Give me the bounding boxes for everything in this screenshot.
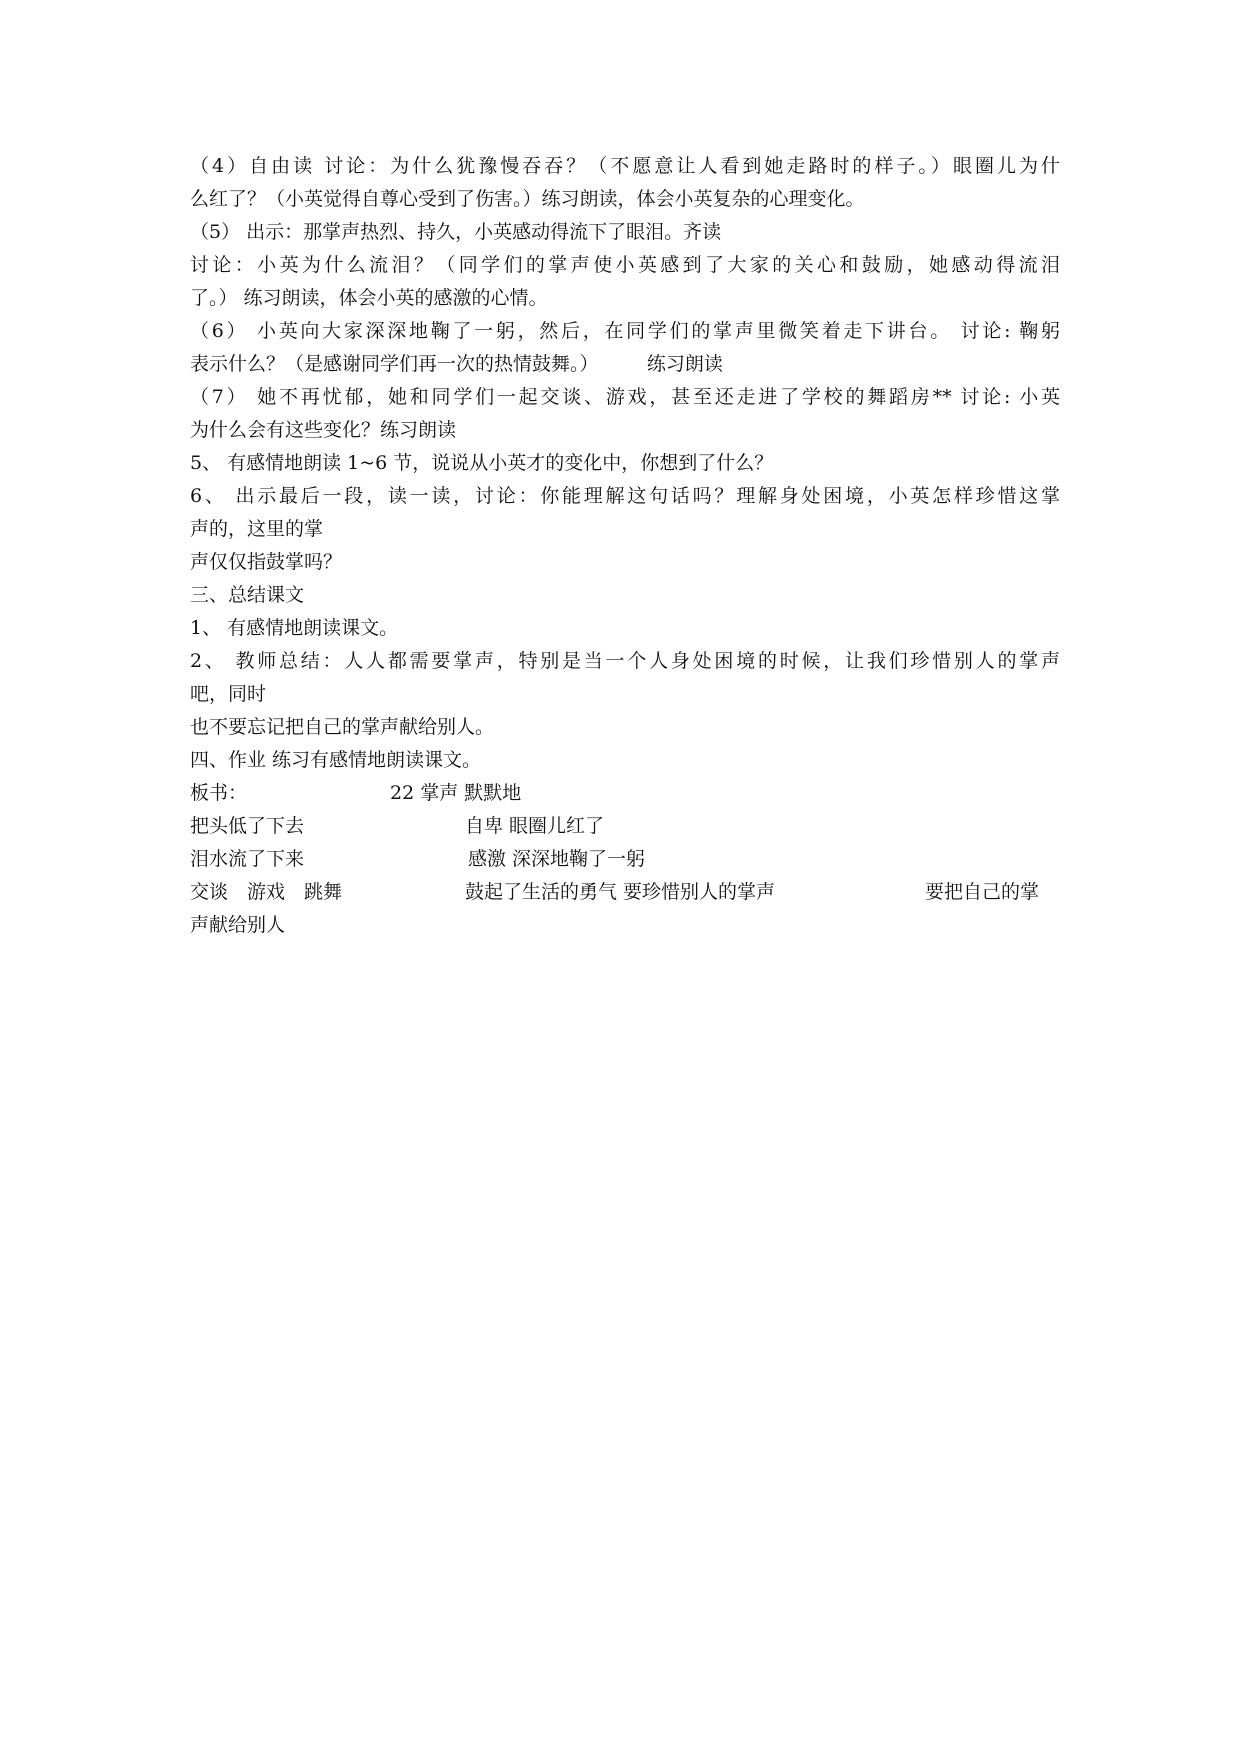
board-title-line	[190, 777, 1060, 810]
text-line: 声的，这里的掌	[190, 518, 324, 540]
board-row: 声献给别人	[190, 914, 286, 936]
board-row	[190, 810, 1060, 843]
board-cell: 感激 深深地鞠了一躬	[468, 848, 646, 870]
text-line: （5） 出示：那掌声热烈、持久，小英感动得流下了眼泪。齐读	[190, 221, 722, 243]
text-line: 6、 出示最后一段，读一读，讨论：你能理解这句话吗？理解身处困境，小英怎样珍惜这掌	[190, 485, 1060, 507]
text-line: 么红了？（小英觉得自尊心受到了伤害。）练习朗读，体会小英复杂的心理变化。	[190, 188, 865, 210]
board-row	[190, 843, 1060, 876]
text-line: 讨论：小英为什么流泪？（同学们的掌声使小英感到了大家的关心和鼓励，她感动得流泪	[190, 254, 1060, 276]
board-title: 22 掌声 默默地	[390, 782, 522, 804]
text-line: （4）自由读 讨论：为什么犹豫慢吞吞？（不愿意让人看到她走路时的样子。）眼圈儿为什	[190, 155, 1060, 177]
text-line: 5、 有感情地朗读 1~6 节，说说从小英才的变化中，你想到了什么？	[190, 452, 774, 474]
text-line: 表示什么？（是感谢同学们再一次的热情鼓舞。） 练习朗读	[190, 353, 723, 375]
board-cell: 鼓起了生活的勇气 要珍惜别人的掌声	[465, 881, 776, 903]
text-line: 了。） 练习朗读，体会小英的感激的心情。	[190, 287, 548, 309]
text-line: （6） 小英向大家深深地鞠了一躬，然后，在同学们的掌声里微笑着走下讲台。 讨论: 鞠躬	[190, 320, 1060, 342]
text-line: 2、 教师总结：人人都需要掌声，特别是当一个人身处困境的时候，让我们珍惜别人的掌声	[190, 650, 1060, 672]
board-label: 板书：	[190, 782, 248, 804]
text-line: 也不要忘记把自己的掌声献给别人。	[190, 716, 495, 738]
board-row	[190, 876, 1060, 909]
text-line: （7） 她不再忧郁，她和同学们一起交谈、游戏，甚至还走进了学校的舞蹈房** 讨论: 小英	[190, 386, 1060, 408]
board-cell: 交谈 游戏 跳舞	[190, 881, 343, 903]
lesson-plan-text	[190, 150, 1060, 942]
board-cell: 泪水流了下来	[190, 848, 305, 870]
board-cell: 把头低了下去	[190, 815, 305, 837]
section-heading: 三、总结课文	[190, 584, 305, 606]
text-line: 声仅仅指鼓掌吗？	[190, 551, 343, 573]
board-cell: 要把自己的掌	[925, 881, 1040, 903]
text-line: 为什么会有这些变化？练习朗读	[190, 419, 457, 441]
text-line: 吧，同时	[190, 683, 267, 705]
board-cell: 自卑 眼圈儿红了	[465, 815, 605, 837]
section-heading: 四、作业 练习有感情地朗读课文。	[190, 749, 482, 771]
text-line: 1、 有感情地朗读课文。	[190, 617, 399, 639]
